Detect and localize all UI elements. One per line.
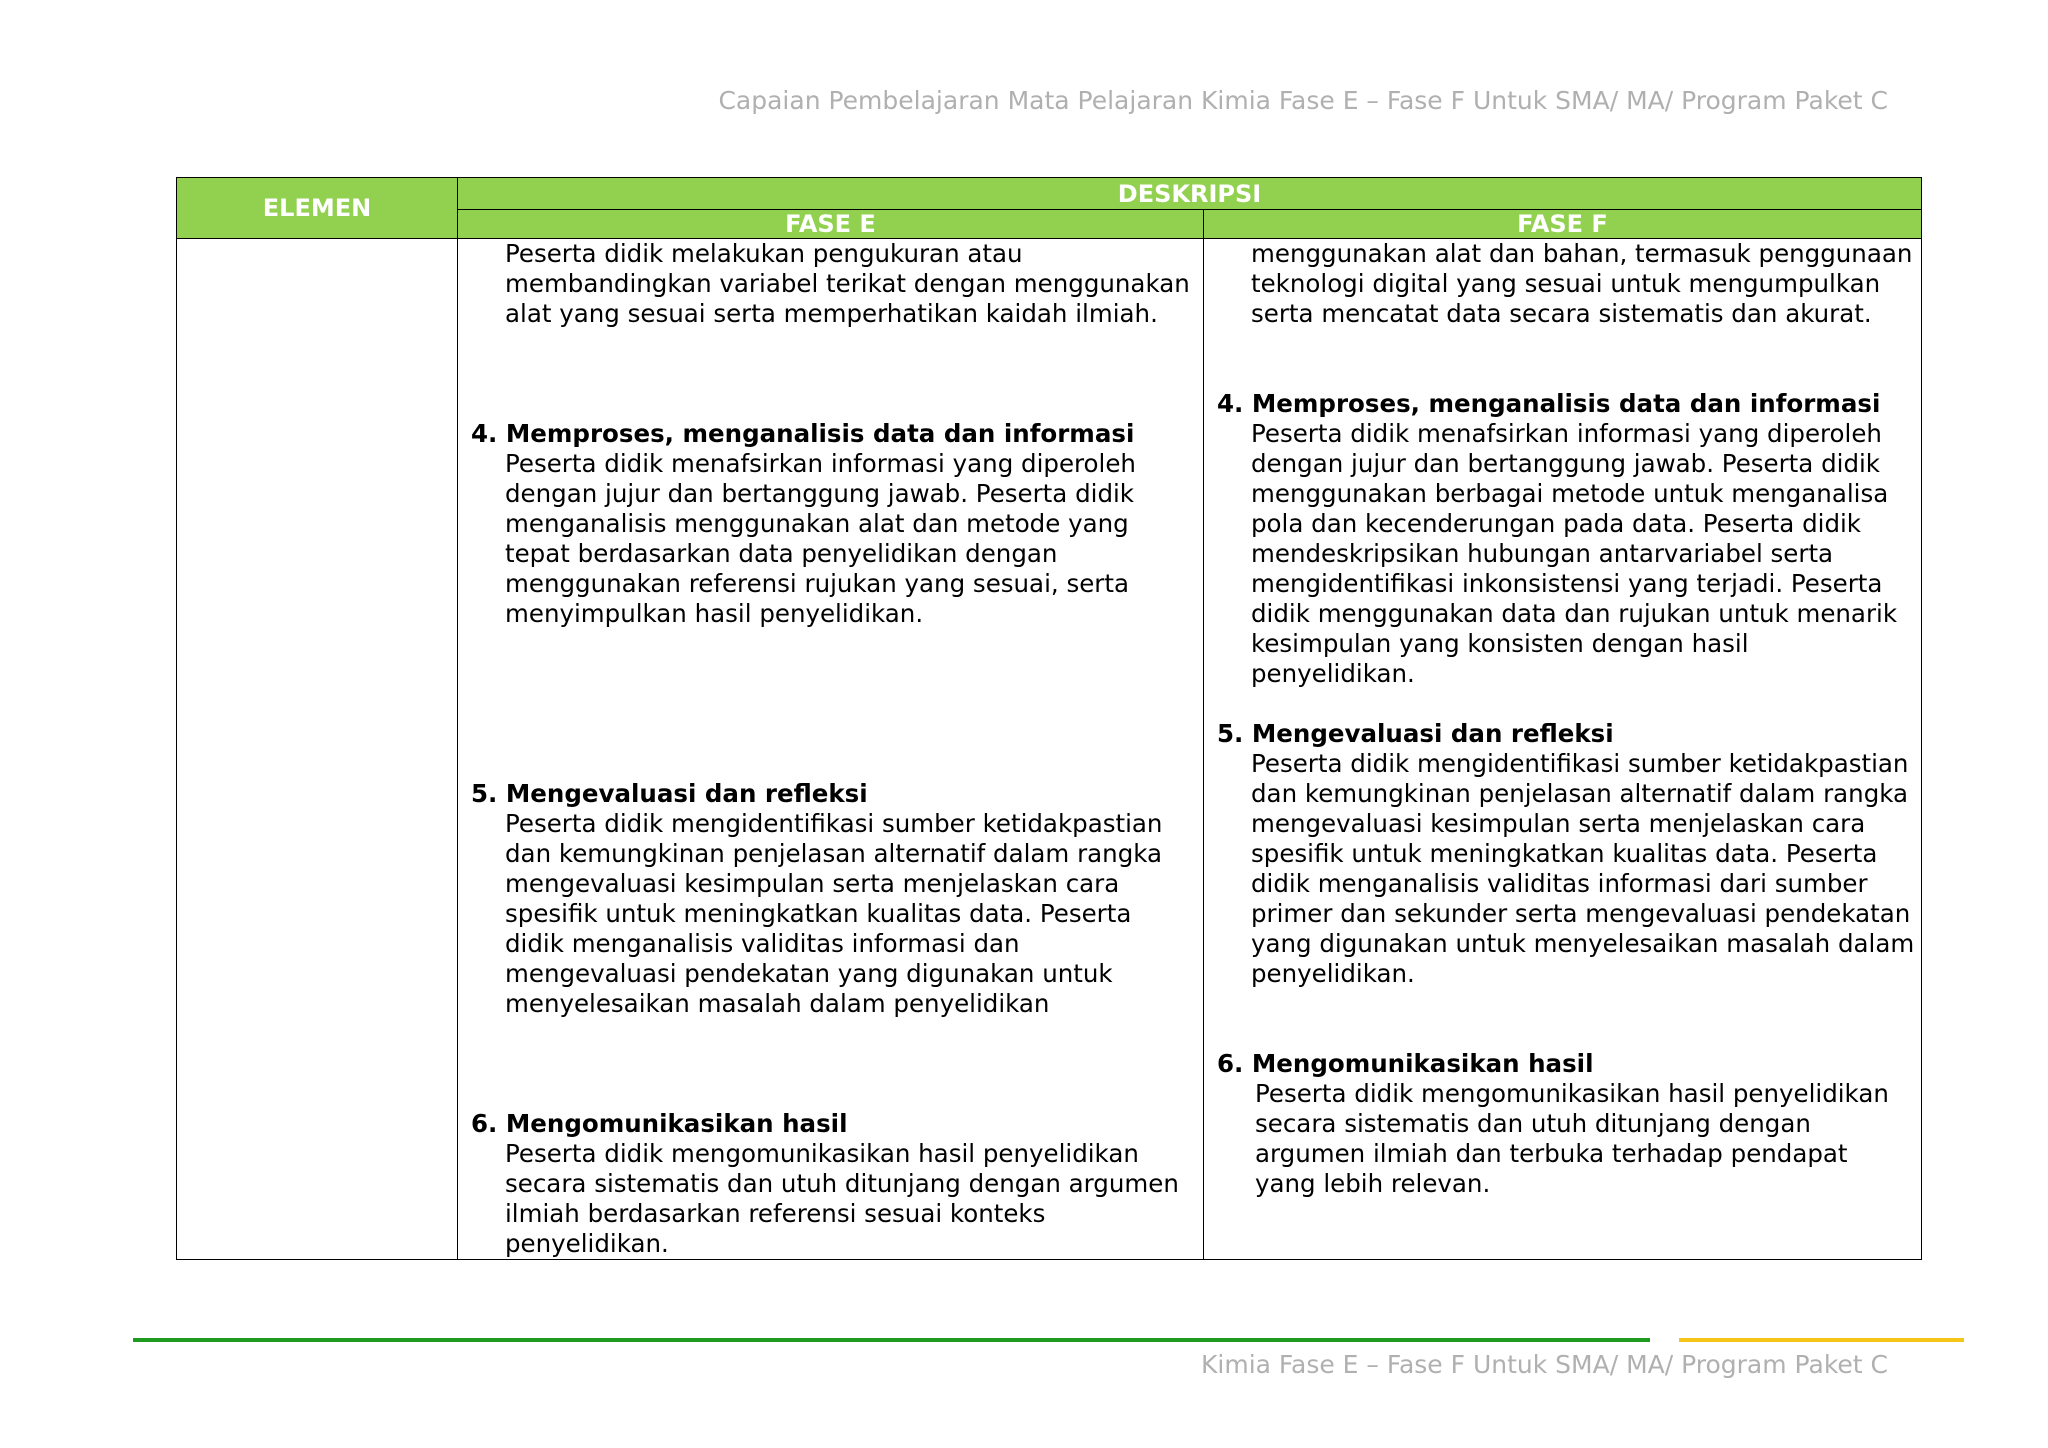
page-header-title: Capaian Pembelajaran Mata Pelajaran Kimia Fase E – Fase F Untuk SMA/ MA/ Program Paket C [718,86,1888,115]
column-header-fase-f: FASE F [1204,210,1922,239]
fase-f-intro: menggunakan alat dan bahan, termasuk penggunaan teknologi digital yang sesuai untuk mengumpulkan serta mencatat data secara sistematis dan akurat. [1251,239,1913,328]
column-header-elemen: ELEMEN [177,178,458,239]
section-heading: 5. Mengevaluasi dan refleksi [1217,719,1614,748]
fase-e-section-5 [471,779,1197,1019]
fase-f-cell [1204,239,1922,1260]
section-body: Peserta didik mengidentifikasi sumber ketidakpastian dan kemungkinan penjelasan alternatif dalam rangka mengevaluasi kesimpulan serta menjelaskan cara spesifik untuk meningkatkan kualitas data. Peserta didik menganalisis validitas informasi dari sumber primer dan sekunder serta mengevaluasi pendekatan yang digunakan untuk menyelesaikan masalah dalam penyelidikan. [1251,749,1915,988]
section-heading: 6. Mengomunikasikan hasil [471,1109,848,1138]
section-body: Peserta didik mengomunikasikan hasil penyelidikan secara sistematis dan utuh ditunjang dengan argumen ilmiah berdasarkan referensi sesuai konteks penyelidikan. [505,1139,1179,1258]
footer-green-rule [133,1338,1650,1342]
elemen-cell [177,239,458,1260]
footer-yellow-rule [1679,1338,1964,1342]
fase-e-section-4 [471,419,1197,629]
learning-outcomes-table [176,177,1922,1260]
section-body: Peserta didik mengomunikasikan hasil penyelidikan secara sistematis dan utuh ditunjang dengan argumen ilmiah dan terbuka terhadap pendapat yang lebih relevan. [1255,1079,1889,1198]
fase-f-section-6 [1217,1049,1915,1199]
section-heading: 4. Memproses, menganalisis data dan informasi [1217,389,1881,418]
fase-e-section-6 [471,1109,1197,1259]
fase-f-section-5 [1217,719,1915,989]
section-heading: 4. Memproses, menganalisis data dan informasi [471,419,1135,448]
column-header-deskripsi: DESKRIPSI [458,178,1922,210]
section-body: Peserta didik menafsirkan informasi yang diperoleh dengan jujur dan bertanggung jawab. Peserta didik menggunakan berbagai metode untuk menganalisa pola dan kecenderungan pada data. Peserta didik mendeskripsikan hubungan antarvariabel serta mengidentifikasi inkonsistensi yang terjadi. Peserta didik menggunakan data dan rujukan untuk menarik kesimpulan yang konsisten dengan hasil penyelidikan. [1251,419,1898,688]
fase-e-cell [458,239,1204,1260]
column-header-fase-e: FASE E [458,210,1204,239]
section-heading: 6. Mengomunikasikan hasil [1217,1049,1594,1078]
section-body: Peserta didik menafsirkan informasi yang diperoleh dengan jujur dan bertanggung jawab. Peserta didik menganalisis menggunakan alat dan metode yang tepat berdasarkan data penyelidikan dengan menggunakan referensi rujukan yang sesuai, serta menyimpulkan hasil penyelidikan. [505,449,1136,628]
section-heading: 5. Mengevaluasi dan refleksi [471,779,868,808]
section-body: Peserta didik mengidentifikasi sumber ketidakpastian dan kemungkinan penjelasan alternatif dalam rangka mengevaluasi kesimpulan serta menjelaskan cara spesifik untuk meningkatkan kualitas data. Peserta didik menganalisis validitas informasi dan mengevaluasi pendekatan yang digunakan untuk menyelesaikan masalah dalam penyelidikan [505,809,1163,1018]
fase-e-intro: Peserta didik melakukan pengukuran atau membandingkan variabel terikat dengan menggunakan alat yang sesuai serta memperhatikan kaidah ilmiah. [505,239,1190,328]
footer-text: Kimia Fase E – Fase F Untuk SMA/ MA/ Program Paket C [1201,1350,1888,1379]
fase-f-section-4 [1217,389,1915,689]
